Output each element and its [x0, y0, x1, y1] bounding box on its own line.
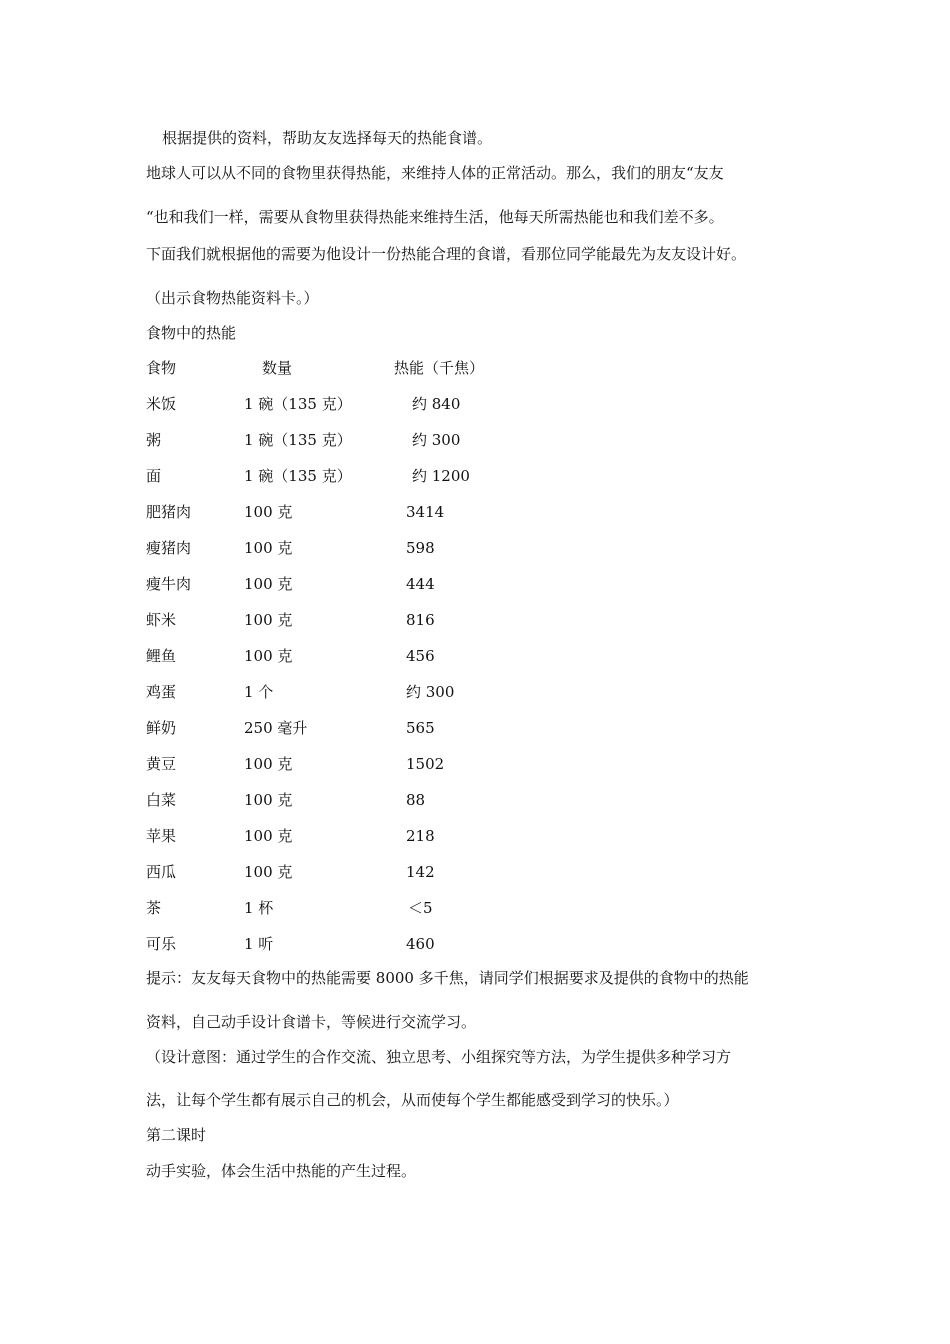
food-cell: 鲤鱼	[146, 647, 177, 665]
quantity-cell: 1 碗（135 克）	[244, 467, 352, 485]
table-row	[146, 610, 666, 646]
hint-line-2: 资料，自己动手设计食谱卡，等候进行交流学习。	[146, 1013, 477, 1031]
quantity-cell: 100 克	[244, 575, 293, 593]
food-cell: 鸡蛋	[146, 683, 177, 701]
food-cell: 肥猪肉	[146, 503, 192, 521]
table-row	[146, 898, 666, 934]
energy-cell: 460	[406, 935, 435, 953]
food-energy-table	[146, 358, 666, 970]
food-cell: 白菜	[146, 791, 177, 809]
header-quantity: 数量	[262, 359, 293, 377]
table-row	[146, 574, 666, 610]
quantity-cell: 100 克	[244, 863, 293, 881]
table-row	[146, 862, 666, 898]
quantity-cell: 100 克	[244, 647, 293, 665]
intro-line-1: 地球人可以从不同的食物里获得热能，来维持人体的正常活动。那么，我们的朋友“友友	[146, 164, 724, 182]
table-row	[146, 754, 666, 790]
energy-cell: 约 300	[406, 683, 455, 701]
table-row	[146, 430, 666, 466]
energy-cell: 456	[406, 647, 435, 665]
table-row	[146, 466, 666, 502]
experiment-line: 动手实验，体会生活中热能的产生过程。	[146, 1162, 417, 1180]
food-cell: 虾米	[146, 611, 177, 629]
design-intent-line-2: 法，让每个学生都有展示自己的机会，从而使每个学生都能感受到学习的快乐。）	[146, 1091, 679, 1109]
food-cell: 瘦猪肉	[146, 539, 192, 557]
quantity-cell: 100 克	[244, 611, 293, 629]
food-cell: 茶	[146, 899, 162, 917]
quantity-cell: 1 听	[244, 935, 274, 953]
table-header-row	[146, 358, 666, 394]
energy-cell: 3414	[406, 503, 445, 521]
quantity-cell: 250 毫升	[244, 719, 308, 737]
quantity-cell: 100 克	[244, 539, 293, 557]
table-row	[146, 934, 666, 970]
table-row	[146, 538, 666, 574]
energy-cell: 88	[406, 791, 426, 809]
second-lesson-heading: 第二课时	[146, 1126, 207, 1144]
show-card-note: （出示食物热能资料卡。）	[146, 289, 319, 307]
table-row	[146, 718, 666, 754]
energy-cell: 约 1200	[412, 467, 470, 485]
table-row	[146, 502, 666, 538]
food-cell: 苹果	[146, 827, 177, 845]
energy-cell: 约 840	[412, 395, 461, 413]
energy-cell: 142	[406, 863, 435, 881]
header-food: 食物	[146, 359, 177, 377]
quantity-cell: 100 克	[244, 755, 293, 773]
energy-cell: 816	[406, 611, 435, 629]
table-row	[146, 790, 666, 826]
food-cell: 米饭	[146, 395, 177, 413]
table-row	[146, 394, 666, 430]
food-cell: 黄豆	[146, 755, 177, 773]
food-cell: 西瓜	[146, 863, 177, 881]
energy-cell: 约 300	[412, 431, 461, 449]
energy-cell: 444	[406, 575, 435, 593]
food-cell: 可乐	[146, 935, 177, 953]
task-paragraph: 根据提供的资料，帮助友友选择每天的热能食谱。	[162, 129, 493, 147]
quantity-cell: 1 杯	[244, 899, 274, 917]
energy-cell: 565	[406, 719, 435, 737]
design-intent-line-1: （设计意图：通过学生的合作交流、独立思考、小组探究等方法，为学生提供多种学习方	[146, 1048, 732, 1066]
quantity-cell: 1 碗（135 克）	[244, 431, 352, 449]
quantity-cell: 100 克	[244, 503, 293, 521]
quantity-cell: 100 克	[244, 791, 293, 809]
food-cell: 瘦牛肉	[146, 575, 192, 593]
intro-line-3: 下面我们就根据他的需要为他设计一份热能合理的食谱，看那位同学能最先为友友设计好。	[146, 245, 747, 263]
table-row	[146, 646, 666, 682]
quantity-cell: 100 克	[244, 827, 293, 845]
energy-cell: 598	[406, 539, 435, 557]
quantity-cell: 1 个	[244, 683, 274, 701]
table-row	[146, 682, 666, 718]
table-title: 食物中的热能	[146, 324, 237, 342]
energy-cell: 1502	[406, 755, 445, 773]
hint-line-1: 提示：友友每天食物中的热能需要 8000 多千焦，请同学们根据要求及提供的食物中的热能	[146, 969, 749, 987]
food-cell: 鲜奶	[146, 719, 177, 737]
intro-line-2: “也和我们一样，需要从食物里获得热能来维持生活，他每天所需热能也和我们差不多。	[146, 208, 724, 226]
table-row	[146, 826, 666, 862]
energy-cell: ＜5	[408, 899, 433, 917]
header-energy: 热能（千焦）	[394, 359, 485, 377]
energy-cell: 218	[406, 827, 435, 845]
food-cell: 面	[146, 467, 162, 485]
quantity-cell: 1 碗（135 克）	[244, 395, 352, 413]
food-cell: 粥	[146, 431, 162, 449]
